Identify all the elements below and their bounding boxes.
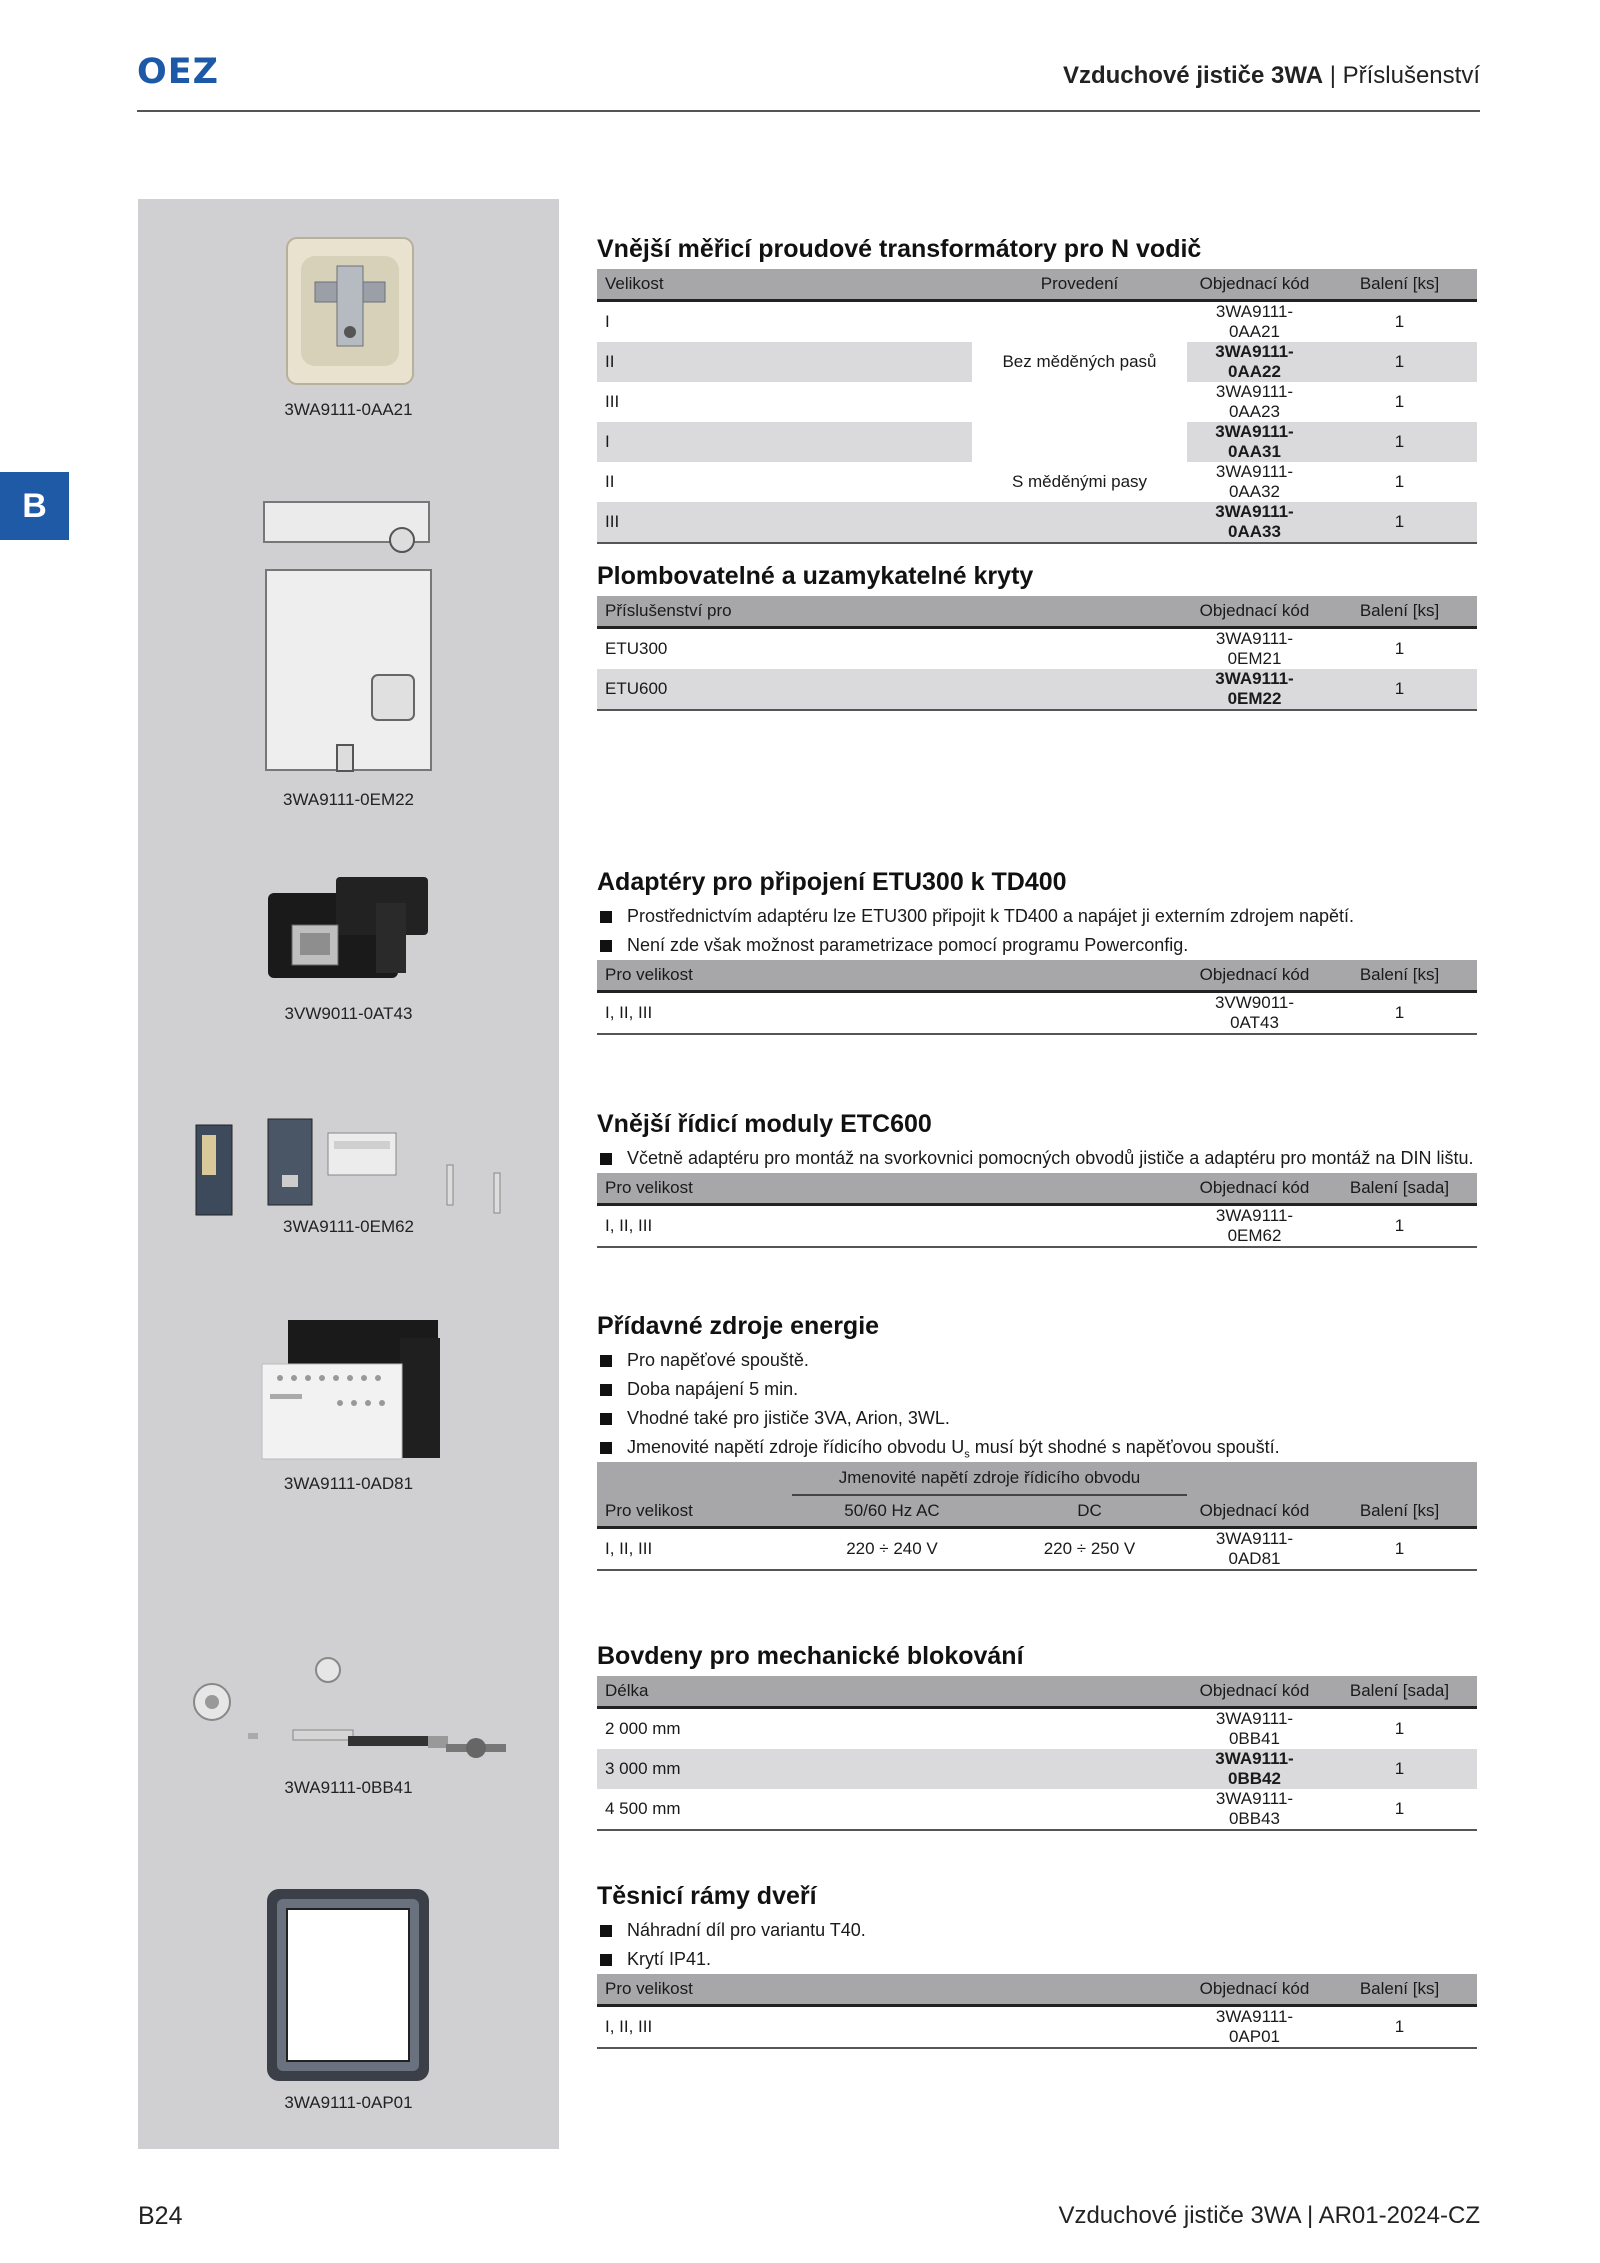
cell-length: 3 000 mm <box>605 1759 681 1778</box>
seal-frames-table <box>597 1974 1477 2049</box>
bullet-item: Krytí IP41. <box>597 1945 1477 1974</box>
power-supply-table <box>597 1462 1477 1571</box>
cell-code: 3WA9111-0AA33 <box>1187 502 1322 543</box>
ct-table <box>597 269 1477 544</box>
section-etc600 <box>597 1108 1477 1248</box>
table-row <box>597 1789 1477 1830</box>
header-title-sep: | <box>1323 62 1343 89</box>
section-adapters <box>597 866 1477 1035</box>
section-title: Bovdeny pro mechanické blokování <box>597 1642 1024 1670</box>
cell-code: 3WA9111-0BB43 <box>1187 1789 1322 1830</box>
image-caption-3: 3VW9011-0AT43 <box>284 1004 413 1023</box>
image-caption-5: 3WA9111-0AD81 <box>283 1474 414 1493</box>
section-title: Adaptéry pro připojení ETU300 k TD400 <box>597 868 1067 896</box>
covers-table <box>597 596 1477 711</box>
table-row <box>597 1749 1477 1789</box>
col-header: DC <box>992 1495 1187 1528</box>
section-tab-b[interactable]: B <box>0 472 69 540</box>
col-header-blank <box>1187 1462 1322 1495</box>
cell-size: II <box>605 472 615 491</box>
cell-qty: 1 <box>1322 2006 1477 2049</box>
oez-logo: OEZ <box>137 52 220 92</box>
col-header: Balení [ks] <box>1322 269 1477 301</box>
col-header: Balení [ks] <box>1322 1495 1477 1528</box>
table-row <box>597 992 1477 1035</box>
cell-size: I, II, III <box>597 2006 1187 2049</box>
cell-qty: 1 <box>1322 1528 1477 1571</box>
cell-variant <box>972 422 1187 462</box>
header-title-bold: Vzduchové jističe 3WA <box>1062 62 1324 89</box>
cell-code: 3WA9111-0AP01 <box>1187 2006 1322 2049</box>
section-bowden-cables <box>597 1640 1477 1831</box>
col-header: Pro velikost <box>597 1974 1187 2006</box>
cell-qty: 1 <box>1394 472 1405 491</box>
section-title: Vnější řídicí moduly ETC600 <box>597 1110 932 1138</box>
cell-size: III <box>605 392 620 411</box>
cell-variant: Bez měděných pasů <box>1002 352 1157 371</box>
col-header: Pro velikost <box>597 1495 792 1528</box>
cell-size: II <box>597 342 972 382</box>
adapter-image <box>266 873 432 983</box>
group-header: Jmenovité napětí zdroje řídicího obvodu <box>792 1462 1187 1495</box>
section-sealable-covers <box>597 560 1477 711</box>
table-row <box>597 342 1477 382</box>
cell-qty: 1 <box>1322 992 1477 1035</box>
etc600-module-image <box>192 1115 512 1220</box>
table-row <box>597 669 1477 710</box>
image-caption-7: 3WA9111-0AP01 <box>284 2093 413 2112</box>
cell-code: 3WA9111-0EM62 <box>1187 1205 1322 1248</box>
header-title-rest: Příslušenství <box>1342 62 1480 89</box>
cell-variant <box>972 301 1187 343</box>
cell-size: I <box>597 422 972 462</box>
power-supply-image <box>260 1318 440 1461</box>
section-door-seal-frames <box>597 1880 1477 2049</box>
cell-code: 3WA9111-0AA23 <box>1215 382 1294 421</box>
bullet-item: Včetně adaptéru pro montáž na svorkovnici pomocných obvodů jističe a adaptéru pro montáž na DIN lištu. <box>597 1144 1477 1173</box>
col-header: Objednací kód <box>1187 1676 1322 1708</box>
cell-qty: 1 <box>1322 1205 1477 1248</box>
bullet-item: Vhodné také pro jističe 3VA, Arion, 3WL. <box>597 1404 1477 1433</box>
cell-length: 4 500 mm <box>597 1789 1187 1830</box>
table-row <box>597 301 1477 343</box>
section-title: Vnější měřicí proudové transformátory pro N vodič <box>597 235 1202 263</box>
bullet-text-post: musí být shodné s napěťovou spouští. <box>969 1437 1280 1457</box>
current-transformer-image <box>285 236 415 386</box>
bullet-item: Není zde však možnost parametrizace pomocí programu Powerconfig. <box>597 931 1477 960</box>
bullet-text-pre: Jmenovité napětí zdroje řídicího obvodu U <box>627 1437 965 1457</box>
col-header: Příslušenství pro <box>597 596 1187 628</box>
cell-size: I, II, III <box>597 1205 1187 1248</box>
col-header: Objednací kód <box>1187 269 1322 301</box>
col-header: Objednací kód <box>1187 960 1322 992</box>
cell-size: I <box>605 312 610 331</box>
table-row <box>597 1205 1477 1248</box>
cell-dc: 220 ÷ 250 V <box>992 1528 1187 1571</box>
cell-variant: S měděnými pasy <box>1011 472 1148 491</box>
table-row <box>597 502 1477 543</box>
cell-code: 3WA9111-0AA32 <box>1215 462 1294 501</box>
cell-code: 3WA9111-0EM21 <box>1215 629 1294 668</box>
col-header: Objednací kód <box>1187 1495 1322 1528</box>
header-divider <box>137 110 1480 112</box>
bullet-item: Doba napájení 5 min. <box>597 1375 1477 1404</box>
col-header: Velikost <box>597 269 972 301</box>
image-caption-4: 3WA9111-0EM62 <box>282 1217 415 1236</box>
col-header: Objednací kód <box>1187 596 1322 628</box>
table-row <box>597 462 1477 502</box>
col-header: Pro velikost <box>597 960 1187 992</box>
cell-size: I, II, III <box>597 992 1187 1035</box>
cell-variant <box>972 382 1187 422</box>
col-header: Balení [sada] <box>1322 1173 1477 1205</box>
footer-doc-id: Vzduchové jističe 3WA | AR01-2024-CZ <box>1058 2202 1480 2229</box>
col-header: Balení [ks] <box>1322 1974 1477 2006</box>
cell-code: 3WA9111-0AA21 <box>1215 302 1294 341</box>
image-caption-6: 3WA9111-0BB41 <box>284 1778 413 1797</box>
page-number: B24 <box>138 2202 183 2230</box>
sealable-cover-image <box>262 500 434 775</box>
col-header: Objednací kód <box>1187 1173 1322 1205</box>
adapters-table <box>597 960 1477 1035</box>
cell-size: I, II, III <box>597 1528 792 1571</box>
bullet-item: Prostřednictvím adaptéru lze ETU300 připojit k TD400 a napájet ji externím zdrojem napětí. <box>597 902 1477 931</box>
section-title: Přídavné zdroje energie <box>597 1312 880 1340</box>
bullet-text-sub: s <box>964 1448 970 1461</box>
cell-qty: 1 <box>1394 392 1405 411</box>
col-header: Délka <box>597 1676 1187 1708</box>
cell-code: 3WA9111-0EM22 <box>1187 669 1322 710</box>
table-row <box>597 1708 1477 1750</box>
table-row <box>597 2006 1477 2049</box>
image-caption-2: 3WA9111-0EM22 <box>282 790 415 809</box>
cell-code: 3WA9111-0BB41 <box>1215 1709 1294 1748</box>
table-row <box>597 422 1477 462</box>
section-power-supplies <box>597 1310 1477 1571</box>
col-header-blank <box>597 1462 792 1495</box>
bowden-table <box>597 1676 1477 1831</box>
cell-code: 3VW9011-0AT43 <box>1187 992 1322 1035</box>
table-row <box>597 628 1477 670</box>
cell-qty: 1 <box>1394 1719 1405 1738</box>
bullet-item: Náhradní díl pro variantu T40. <box>597 1916 1477 1945</box>
col-header: Pro velikost <box>597 1173 1187 1205</box>
cell-code: 3WA9111-0AA22 <box>1187 342 1322 382</box>
cell-code: 3WA9111-0BB42 <box>1215 1749 1294 1788</box>
cell-qty: 1 <box>1394 639 1405 658</box>
col-header: Objednací kód <box>1187 1974 1322 2006</box>
col-header-blank <box>1322 1462 1477 1495</box>
bullet-item <box>597 1433 1477 1462</box>
col-header: Balení [sada] <box>1322 1676 1477 1708</box>
cell-size: III <box>597 502 972 543</box>
table-row <box>597 1528 1477 1571</box>
cell-variant <box>972 502 1187 543</box>
cell-qty: 1 <box>1322 669 1477 710</box>
bowden-cable-image <box>188 1650 508 1780</box>
col-header: 50/60 Hz AC <box>792 1495 992 1528</box>
cell-qty: 1 <box>1394 312 1405 331</box>
cell-length: 2 000 mm <box>605 1719 681 1738</box>
cell-qty: 1 <box>1322 342 1477 382</box>
page-header-title <box>1063 62 1480 90</box>
col-header: Balení [ks] <box>1322 596 1477 628</box>
section-current-transformers <box>597 233 1477 544</box>
col-header: Balení [ks] <box>1322 960 1477 992</box>
image-caption-1: 3WA9111-0AA21 <box>284 400 413 419</box>
bullet-item: Pro napěťové spouště. <box>597 1346 1477 1375</box>
col-header: Provedení <box>972 269 1187 301</box>
cell-qty: 1 <box>1322 422 1477 462</box>
cell-qty: 1 <box>1322 502 1477 543</box>
cell-qty: 1 <box>1322 1789 1477 1830</box>
door-seal-frame-image <box>263 1885 433 2085</box>
etc600-table <box>597 1173 1477 1248</box>
section-title: Plombovatelné a uzamykatelné kryty <box>597 562 1034 590</box>
cell-code: 3WA9111-0AA31 <box>1187 422 1322 462</box>
cell-for: ETU300 <box>605 639 668 658</box>
table-row <box>597 382 1477 422</box>
cell-for: ETU600 <box>597 669 1187 710</box>
cell-ac: 220 ÷ 240 V <box>792 1528 992 1571</box>
section-title: Těsnicí rámy dveří <box>597 1882 817 1910</box>
cell-qty: 1 <box>1394 1759 1405 1778</box>
cell-code: 3WA9111-0AD81 <box>1187 1528 1322 1571</box>
